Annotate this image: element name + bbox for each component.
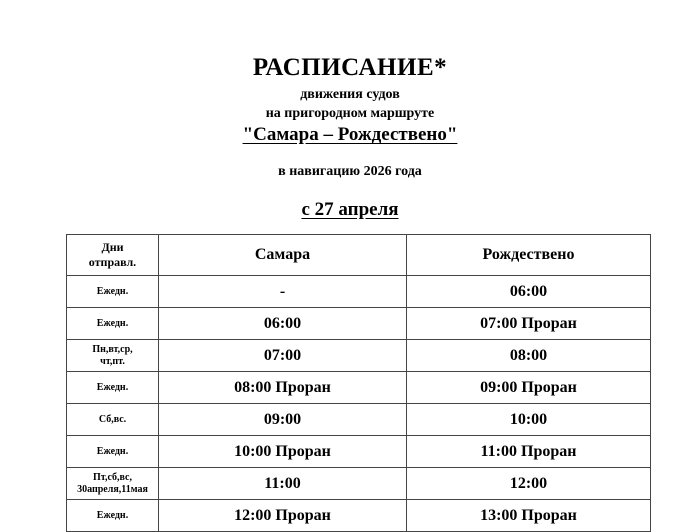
table-row — [67, 372, 651, 404]
column-header-samara: Самара — [159, 235, 407, 276]
table-row — [67, 308, 651, 340]
row-samara-time: 09:00 — [159, 404, 407, 436]
navigation-season: в навигацию 2026 года — [278, 164, 422, 179]
row-samara-time: 11:00 — [159, 468, 407, 500]
table-row — [67, 500, 651, 532]
row-days-line1: Ежедн. — [96, 445, 129, 457]
row-samara-time: 07:00 — [159, 340, 407, 372]
table-row — [67, 436, 651, 468]
row-rozhdestveno-time: 11:00 Проран — [407, 436, 651, 468]
row-days-line2: 30апреля,11мая — [77, 483, 148, 495]
row-days-line1: Ежедн. — [96, 285, 129, 297]
effective-date: с 27 апреля — [301, 199, 399, 220]
effective-date-block — [0, 199, 700, 221]
row-rozhdestveno-time: 07:00 Проран — [407, 308, 651, 340]
row-days-line1: Ежедн. — [96, 381, 129, 393]
row-days-line1: Пт,сб,вс, — [93, 471, 132, 483]
row-rozhdestveno-time: 12:00 — [407, 468, 651, 500]
row-days-cell — [67, 436, 159, 468]
row-rozhdestveno-time: 08:00 — [407, 340, 651, 372]
row-samara-time: - — [159, 276, 407, 308]
schedule-table — [66, 234, 651, 532]
table-row — [67, 468, 651, 500]
column-header-days-line1: Дни — [101, 240, 124, 254]
row-samara-time: 10:00 Проран — [159, 436, 407, 468]
row-samara-time: 06:00 — [159, 308, 407, 340]
route-name-block — [0, 124, 700, 146]
row-rozhdestveno-time: 10:00 — [407, 404, 651, 436]
table-row — [67, 340, 651, 372]
column-header-days — [67, 235, 159, 276]
column-header-rozhdestveno: Рождествено — [407, 235, 651, 276]
row-days-line2: чт,пт. — [100, 355, 125, 367]
row-samara-time: 12:00 Проран — [159, 500, 407, 532]
row-rozhdestveno-time: 06:00 — [407, 276, 651, 308]
table-row — [67, 276, 651, 308]
schedule-subtitle: движения судов — [300, 87, 400, 102]
row-days-cell — [67, 468, 159, 500]
column-header-days-line2: отправл. — [88, 255, 137, 269]
schedule-title: РАСПИСАНИЕ* — [252, 54, 448, 81]
row-rozhdestveno-time: 09:00 Проран — [407, 372, 651, 404]
route-name: "Самара – Рождествено" — [242, 124, 458, 145]
row-samara-time: 08:00 Проран — [159, 372, 407, 404]
row-days-cell — [67, 500, 159, 532]
row-days-line1: Ежедн. — [96, 509, 129, 521]
row-days-cell — [67, 404, 159, 436]
row-rozhdestveno-time: 13:00 Проран — [407, 500, 651, 532]
row-days-cell — [67, 276, 159, 308]
row-days-line1: Пн,вт,ср, — [92, 343, 133, 355]
row-days-cell — [67, 308, 159, 340]
table-row — [67, 404, 651, 436]
row-days-cell — [67, 340, 159, 372]
row-days-line1: Сб,вс. — [98, 413, 127, 425]
table-header-row — [67, 235, 651, 276]
row-days-cell — [67, 372, 159, 404]
row-days-line1: Ежедн. — [96, 317, 129, 329]
schedule-route-caption: на пригородном маршруте — [265, 106, 435, 121]
